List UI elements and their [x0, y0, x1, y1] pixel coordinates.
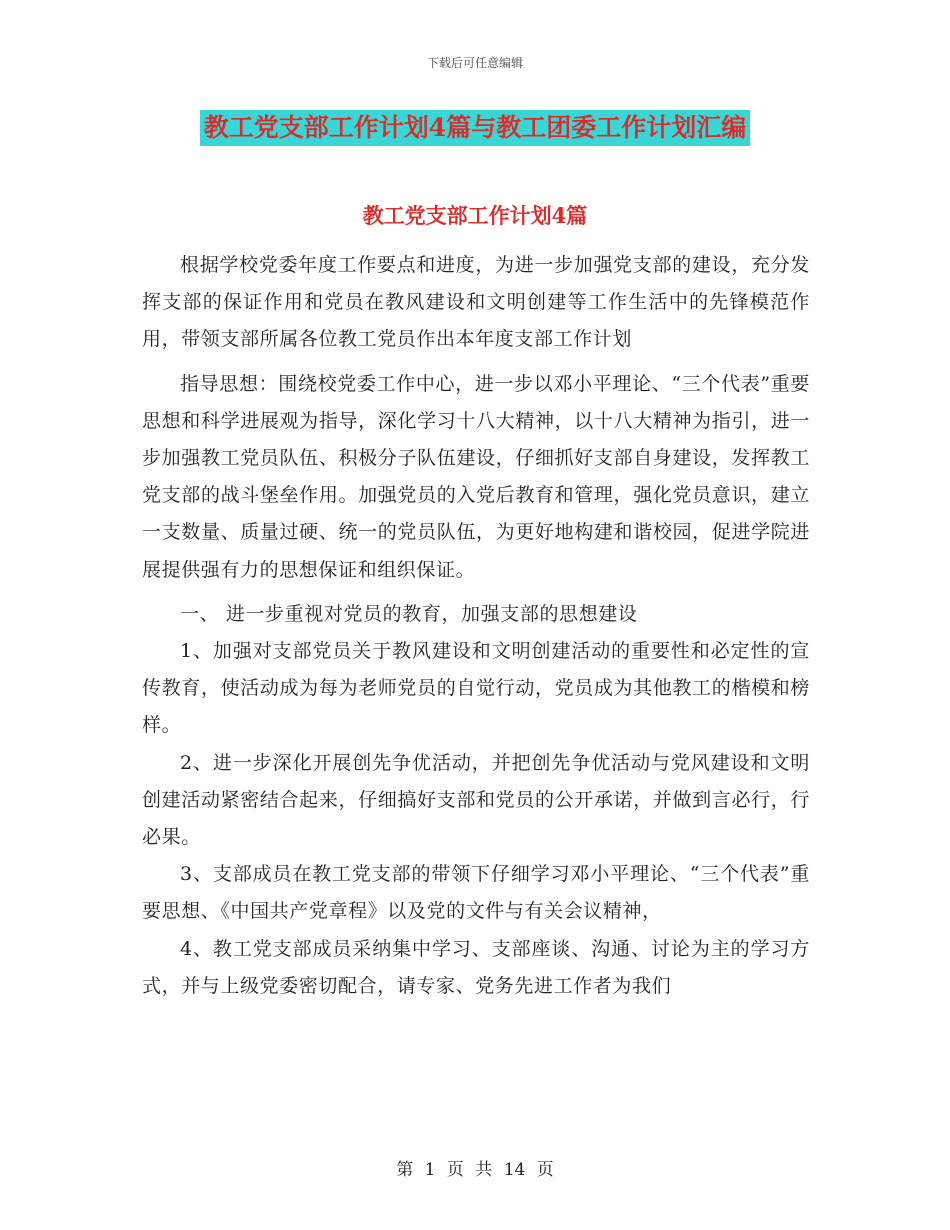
paragraph-item-3: 3、支部成员在教工党支部的带领下仔细学习邓小平理论、“三个代表”重要思想、《中国共产党章程》以及党的文件与有关会议精神， — [142, 863, 810, 923]
paragraph-guiding-thought: 指导思想：围绕校党委工作中心，进一步以邓小平理论、“三个代表”重要思想和科学进展观为指导，深化学习十八大精神，以十八大精神为指引，进一步加强教工党员队伍、积极分子队伍建设，仔细抓好支部自身建设，发挥教工党支部的战斗堡垒作用。加强党员的入党后教育和管理，强化党员意识，建立一支数量、质量过硬、统一的党员队伍，为更好地构建和谐校园，促进学院进展提供强有力的思想保证和组织保证。 — [142, 372, 810, 581]
paragraph-item-4: 4、教工党支部成员采纳集中学习、支部座谈、沟通、讨论为主的学习方式，并与上级党委密切配合，请专家、党务先进工作者为我们 — [142, 937, 810, 997]
document-body — [142, 247, 810, 1005]
section-heading-1: 一、 进一步重视对党员的教育，加强支部的思想建设 — [180, 602, 638, 625]
paragraph-item-1: 1、加强对支部党员关于教风建设和文明创建活动的重要性和必定性的宣传教育，使活动成为每为老师党员的自觉行动，党员成为其他教工的楷模和榜样。 — [142, 640, 810, 737]
paragraph-item-2: 2、进一步深化开展创先争优活动，并把创先争优活动与党风建设和文明创建活动紧密结合起来，仔细搞好支部和党员的公开承诺，并做到言必行，行必果。 — [142, 751, 810, 849]
document-title: 教工党支部工作计划4篇与教工团委工作计划汇编 — [200, 110, 750, 146]
main-title-wrap — [0, 110, 950, 146]
section-title: 教工党支部工作计划4篇 — [362, 203, 588, 228]
page-number-footer: 第 1 页 共 14 页 — [396, 1160, 554, 1180]
header-note: 下载后可任意编辑 — [426, 56, 523, 70]
paragraph-intro: 根据学校党委年度工作要点和进度，为进一步加强党支部的建设，充分发挥支部的保证作用和党员在教风建设和文明创建等工作生活中的先锋模范作用，带领支部所属各位教工党员作出本年度支部工作计划 — [142, 254, 810, 351]
